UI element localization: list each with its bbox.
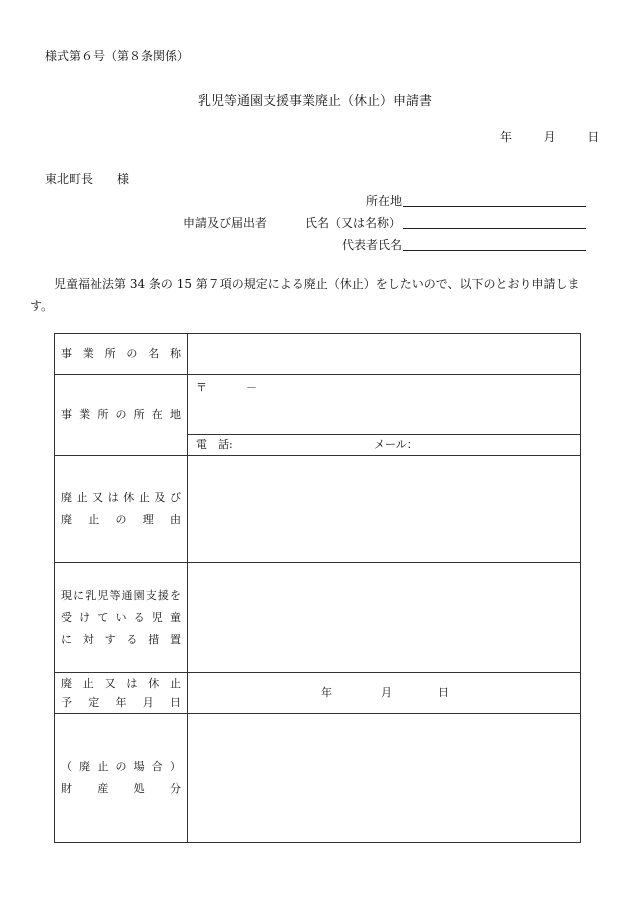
- planned-day: 日: [438, 686, 449, 699]
- applicant-role: 申請及び届出者: [183, 216, 268, 230]
- row-office-name: [55, 334, 581, 375]
- property-label-line-1: （ 廃 止 の 場 合 ）: [61, 760, 181, 773]
- date-line: [500, 128, 599, 145]
- reason-label-line-2: 廃 止 の 理 由: [61, 513, 181, 526]
- planned-date-field[interactable]: [188, 673, 581, 714]
- row-planned-date: [55, 673, 581, 714]
- property-field[interactable]: [188, 714, 581, 843]
- document-title: 乳児等通園支援事業廃止（休止）申請書: [197, 94, 432, 109]
- form-number: 様式第６号（第８条関係）: [45, 49, 190, 63]
- contact-cell[interactable]: [188, 435, 581, 456]
- measures-label-line-3: に 対 す る 措 置: [61, 632, 181, 646]
- planned-month: 月: [381, 686, 392, 699]
- phone-label: 電 話:: [196, 438, 233, 451]
- row-office-address: [55, 375, 581, 435]
- office-name-label: 事 業 所 の 名 称: [61, 347, 181, 360]
- office-name-field[interactable]: [188, 334, 581, 375]
- postal-dash: －: [246, 381, 257, 394]
- measures-field[interactable]: [188, 563, 581, 673]
- address-field[interactable]: [403, 192, 586, 207]
- date-month: 月: [543, 130, 556, 144]
- office-address-label-cell: [55, 375, 188, 456]
- measures-label-cell: [55, 563, 188, 673]
- row-measures: [55, 563, 581, 673]
- row-property: [55, 714, 581, 843]
- measures-label-line-2: 受 け て い る 児 童: [61, 610, 181, 624]
- date-year: 年: [500, 130, 513, 144]
- application-table: [54, 333, 581, 843]
- planned-label-cell: [55, 673, 188, 714]
- body-text: 児童福祉法第 34 条の 15 第７項の規定による廃止（休止）をしたいので、以下のとおり申請します。: [30, 277, 580, 313]
- addressee: 東北町長 様: [45, 172, 130, 186]
- planned-label-line-1: 廃 止 又 は 休 止: [61, 677, 181, 690]
- date-day: 日: [587, 130, 600, 144]
- reason-label-cell: [55, 456, 188, 563]
- representative-label: 代表者氏名: [342, 238, 403, 252]
- reason-label-line-1: 廃 止 又 は 休 止 及 び: [61, 491, 181, 504]
- property-label-cell: [55, 714, 188, 843]
- planned-year: 年: [321, 686, 332, 699]
- postal-mark: 〒: [196, 381, 207, 394]
- planned-label-line-2: 予 定 年 月 日: [61, 696, 181, 709]
- property-label-line-2: 財 産 処 分: [61, 782, 181, 795]
- office-address-label: 事 業 所 の 所 在 地: [61, 408, 181, 421]
- row-reason: [55, 456, 581, 563]
- reason-field[interactable]: [188, 456, 581, 563]
- mail-label: メール：: [374, 438, 418, 451]
- name-label: 氏名（又は名称）: [305, 216, 402, 230]
- office-address-field[interactable]: [188, 375, 581, 435]
- name-field[interactable]: [403, 214, 586, 229]
- address-label: 所在地: [366, 194, 403, 208]
- office-name-label-cell: [55, 334, 188, 375]
- representative-field[interactable]: [403, 236, 586, 251]
- measures-label-line-1: 現 に 乳 児 等 通 園 支 援 を: [61, 588, 181, 602]
